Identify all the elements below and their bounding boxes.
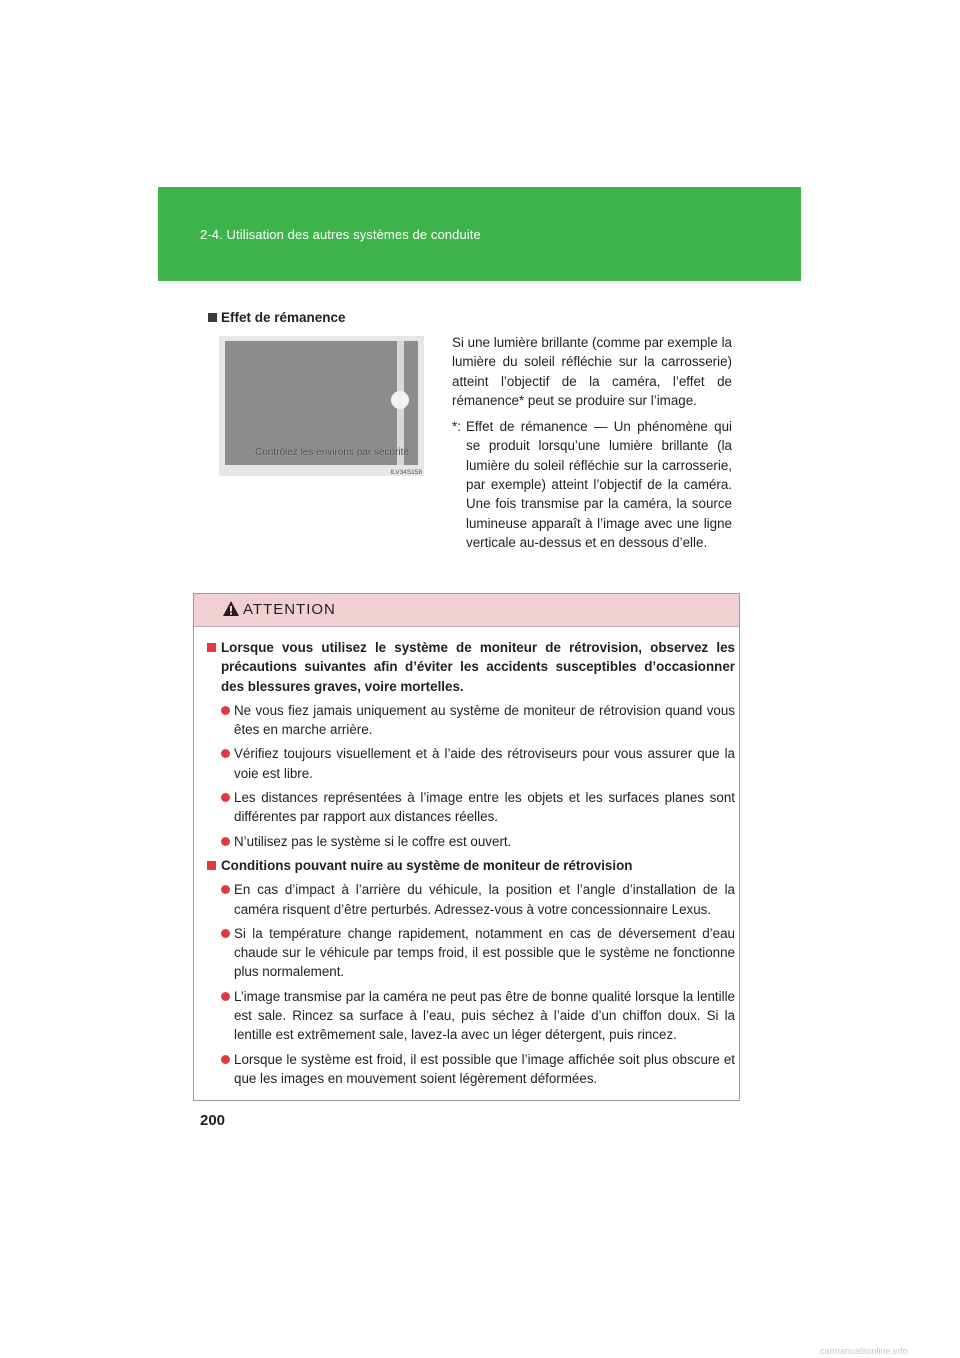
warning-bullet: Lorsque le système est froid, il est possible que l’image affichée soit plus obscure et que les images en mouvement soient légèrement déformées. [221, 1050, 735, 1089]
round-bullet-icon [221, 749, 230, 758]
footnote-mark: *: [452, 419, 461, 435]
warning-section-heading: Lorsque vous utilisez le système de moniteur de rétrovision, observez les précautions suivantes afin d’éviter les accidents susceptibles d’occasionner des blessures graves, voire mortelles. [207, 638, 735, 696]
page-number: 200 [200, 1112, 226, 1129]
warning-bullet: Les distances représentées à l’image entre les objets et les surfaces planes sont différentes par rapport aux distances réelles. [221, 788, 735, 827]
footnote-text: Effet de rémanence — Un phénomène qui se produit lorsqu’une lumière brillante (la lumière du soleil réfléchie sur la carrosserie, par exemple) atteint l’objectif de la caméra. Une fois transmise par la caméra, la source lumineuse apparaît à l’image avec une ligne verticale au-dessus et en dessous d’elle. [466, 419, 732, 550]
square-bullet-icon [207, 861, 216, 870]
warning-box [193, 593, 740, 1101]
warning-bullet: Si la température change rapidement, notamment en cas de déversement d’eau chaude sur le véhicule par temps froid, il est possible que le système ne fonctionne plus normalement. [221, 924, 735, 982]
round-bullet-icon [221, 1055, 230, 1064]
warning-bullet: N’utilisez pas le système si le coffre est ouvert. [221, 832, 735, 851]
round-bullet-icon [221, 837, 230, 846]
round-bullet-icon [221, 929, 230, 938]
square-bullet-icon [207, 643, 216, 652]
screen-display [225, 341, 418, 465]
warning-title: ATTENTION [243, 601, 336, 618]
warning-body [207, 638, 735, 1093]
subsection-title: Effet de rémanence [221, 310, 346, 325]
warning-bullet: Ne vous fiez jamais uniquement au système de moniteur de rétrovision quand vous êtes en marche arrière. [221, 701, 735, 740]
warning-bullet: L’image transmise par la caméra ne peut pas être de bonne qualité lorsque la lentille est sale. Rincez sa surface à l’eau, puis séchez à l’aide d’un chiffon doux. Si la lentille est extrêmement sale, lavez-la avec un léger détergent, puis rincez. [221, 987, 735, 1045]
description-paragraph: Si une lumière brillante (comme par exemple la lumière du soleil réfléchie sur la carrosserie) atteint l’objectif de la caméra, l’effet de rémanence* peut se produire sur l’image. [452, 335, 732, 408]
camera-screen-illustration [219, 336, 424, 476]
light-source-icon [391, 391, 409, 409]
description-column [452, 333, 732, 552]
footnote [452, 417, 732, 552]
round-bullet-icon [221, 992, 230, 1001]
screen-caption: Contrôlez les environs par sécurité. [255, 447, 412, 458]
warning-section-heading: Conditions pouvant nuire au système de moniteur de rétrovision [207, 856, 735, 875]
warning-bullet: En cas d’impact à l’arrière du véhicule, la position et l’angle d’installation de la caméra risquent d’être perturbés. Adressez-vous à votre concessionnaire Lexus. [221, 880, 735, 919]
round-bullet-icon [221, 885, 230, 894]
round-bullet-icon [221, 706, 230, 715]
site-watermark: carmanualsonline.info [820, 1346, 908, 1356]
warning-triangle-icon [222, 600, 240, 617]
illustration-code: ILV34S158 [390, 469, 422, 476]
subsection-heading [208, 310, 346, 325]
section-header-band [158, 187, 801, 281]
warning-header [194, 594, 739, 627]
round-bullet-icon [221, 793, 230, 802]
warning-bullet: Vérifiez toujours visuellement et à l’aide des rétroviseurs pour vous assurer que la voie est libre. [221, 744, 735, 783]
square-bullet-icon [208, 313, 217, 322]
section-title: 2-4. Utilisation des autres systèmes de conduite [200, 227, 481, 242]
